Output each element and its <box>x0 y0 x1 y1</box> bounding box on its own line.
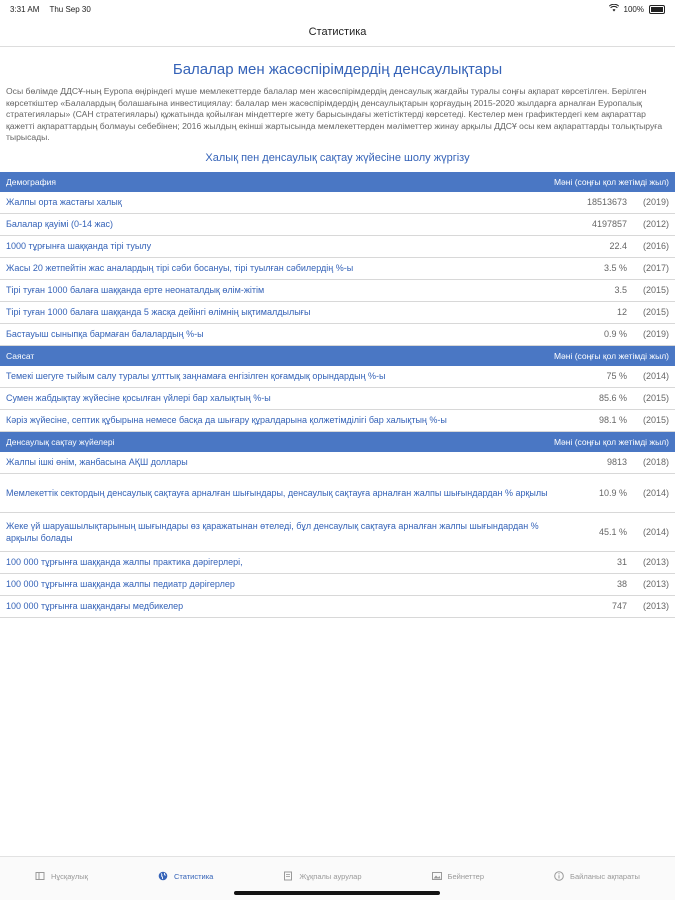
tab-infectious-diseases[interactable] <box>283 871 361 881</box>
tab-label: Нұсқаулық <box>51 871 88 881</box>
table-row <box>0 552 675 574</box>
main-title: Балалар мен жасөспірімдердің денсаулықтары <box>172 61 503 78</box>
row-label: 100 000 тұрғынға шаққанда жалпы педиатр дәрігерлер <box>6 579 235 589</box>
row-value: 75 % <box>606 371 627 381</box>
section-header-health-systems <box>0 432 675 452</box>
navigation-bar <box>0 18 675 47</box>
intro-text: Осы бөлімде ДДСҰ-ның Еуропа өңіріндегі мүше мемлекеттерде балалар мен жасөспірімдердің денсаулық жағдайы туралы соңғы ақпарат көрсетілген. Берілген көрсеткіштер «Балалардың болашағына инвестициялау: балалар мен жасөспірімдердің денсаулықтарын қорғаудың 2015-2020 жылдарға арналған Еуропалық стратегиялары» (САН стратегиялары) құжатында қойылған міндеттерге жету барысындағы жетістіктерді көрсетеді. Кестелер мен графиктердегі кем ақпараттар қажетті ақпараттардың болмауы себебінен; 2016 жылдың екінші жартысында мемлекеттерден мәліметтер жинау арқылы ДДСҰ осы кем ақпараттарды толықтыруға тырысады. <box>6 86 663 142</box>
row-year: (2013) <box>642 557 669 567</box>
row-year: (2016) <box>642 241 669 251</box>
table-row <box>0 410 675 432</box>
row-label: Балалар қауімі (0-14 жас) <box>6 219 113 229</box>
table-row <box>0 574 675 596</box>
book-icon <box>35 871 45 881</box>
row-value: 10.9 % <box>598 487 627 498</box>
row-value: 31 <box>616 557 627 567</box>
row-year: (2013) <box>642 601 669 611</box>
section-title: Демография <box>6 176 56 187</box>
section-header-policy <box>0 346 675 366</box>
section-column-label: Мәні (соңғы қол жетімді жыл) <box>553 350 669 361</box>
tab-guide[interactable] <box>35 871 88 881</box>
overview-subtitle: Халық пен денсаулық сақтау жүйесіне шолу жүргізу <box>205 151 470 164</box>
row-label: Сумен жабдықтау жүйесіне қосылған үйлері бар халықтың %-ы <box>6 393 271 403</box>
row-label: Жалпы орта жастағы халық <box>6 197 122 207</box>
row-value: 3.5 <box>614 285 627 295</box>
row-year: (2014) <box>642 371 669 381</box>
row-value: 18513673 <box>586 197 627 207</box>
row-year: (2014) <box>642 526 669 537</box>
row-year: (2015) <box>642 393 669 403</box>
row-year: (2017) <box>642 263 669 273</box>
row-value: 85.6 % <box>598 393 627 403</box>
row-value: 38 <box>616 579 627 589</box>
row-label: 100 000 тұрғынға шаққанда жалпы практика дәрігерлері, <box>6 557 243 567</box>
table-row <box>0 302 675 324</box>
info-icon <box>554 871 564 881</box>
row-value: 9813 <box>606 457 627 467</box>
section-header-demography <box>0 172 675 192</box>
list-icon <box>283 871 293 881</box>
row-value: 98.1 % <box>598 415 627 425</box>
table-row <box>0 366 675 388</box>
row-value: 0.9 % <box>603 329 627 339</box>
table-row <box>0 388 675 410</box>
table-row <box>0 258 675 280</box>
row-year: (2013) <box>642 579 669 589</box>
tab-label: Жұқпалы аурулар <box>299 871 362 881</box>
row-value: 747 <box>611 601 627 611</box>
row-value: 3.5 % <box>603 263 627 273</box>
row-year: (2015) <box>642 285 669 295</box>
row-year: (2014) <box>642 487 669 498</box>
content-area[interactable] <box>0 61 675 618</box>
row-label: Жеке үй шаруашылықтарының шығындары өз қаражатынан өтеледі, бұл денсаулық сақтауға арналған жалпы шығындардан % арқылы болады <box>6 520 539 543</box>
table-row <box>0 452 675 474</box>
table-row <box>0 324 675 346</box>
row-label: 100 000 тұрғынға шаққандағы медбикелер <box>6 601 184 611</box>
row-label: Темекі шегуге тыйым салу туралы ұлттық заңнамаға енгізілген қоғамдық орындардың %-ы <box>6 371 386 381</box>
table-row <box>0 192 675 214</box>
tab-videos[interactable] <box>432 871 484 881</box>
row-label: Бастауыш сыныпқа бармаған балалардың %-ы <box>6 329 204 339</box>
tab-label: Статистика <box>173 871 214 881</box>
row-value: 4197857 <box>591 219 627 229</box>
row-value: 12 <box>616 307 627 317</box>
tab-contact-info[interactable] <box>554 871 640 881</box>
row-label: Мемлекеттік сектордың денсаулық сақтауға арналған шығындары, денсаулық сақтауға арналған жалпы шығындардан % арқылы <box>6 487 548 498</box>
row-label: Кәріз жүйесіне, септик құбырына немесе басқа да шығару құралдарына қолжетімділігі бар халықтың %-ы <box>6 415 447 425</box>
tab-label: Байланыс ақпараты <box>570 871 640 881</box>
row-value: 45.1 % <box>598 526 627 537</box>
status-date: Thu Sep 30 <box>49 4 91 14</box>
table-row <box>0 474 675 513</box>
row-year: (2019) <box>642 329 669 339</box>
tab-label: Бейнеттер <box>447 871 485 881</box>
row-label: Тірі туған 1000 балаға шаққанда ерте неонаталдық өлім-жітім <box>6 285 265 295</box>
row-year: (2015) <box>642 415 669 425</box>
home-indicator <box>234 891 440 895</box>
image-icon <box>432 871 442 881</box>
section-title: Саясат <box>6 350 35 361</box>
table-row <box>0 280 675 302</box>
row-year: (2015) <box>642 307 669 317</box>
table-row <box>0 513 675 552</box>
table-row <box>0 214 675 236</box>
row-label: Тірі туған 1000 балаға шаққанда 5 жасқа дейінгі өлімнің ықтималдылығы <box>6 307 311 317</box>
globe-icon <box>158 871 168 881</box>
tab-statistics[interactable] <box>158 871 213 881</box>
battery-percent: 100% <box>623 4 644 14</box>
row-year: (2018) <box>642 457 669 467</box>
table-row <box>0 596 675 618</box>
row-value: 22.4 <box>609 241 627 251</box>
row-label: 1000 тұрғынға шаққанда тірі туылу <box>6 241 152 251</box>
section-column-label: Мәні (соңғы қол жетімді жыл) <box>553 176 669 187</box>
section-column-label: Мәні (соңғы қол жетімді жыл) <box>553 436 669 447</box>
battery-icon <box>649 5 665 14</box>
row-label: Жалпы ішкі өнім, жанбасына АҚШ доллары <box>6 457 188 467</box>
wifi-icon <box>609 4 619 14</box>
row-year: (2019) <box>642 197 669 207</box>
status-time: 3:31 AM <box>10 4 40 14</box>
status-bar <box>0 0 675 18</box>
row-year: (2012) <box>642 219 669 229</box>
row-label: Жасы 20 жетпейтін жас аналардың тірі сәби босануы, тірі туылған сәбилердің %-ы <box>6 263 354 273</box>
page-title: Статистика <box>308 26 367 38</box>
table-row <box>0 236 675 258</box>
section-title: Денсаулық сақтау жүйелері <box>6 436 115 447</box>
